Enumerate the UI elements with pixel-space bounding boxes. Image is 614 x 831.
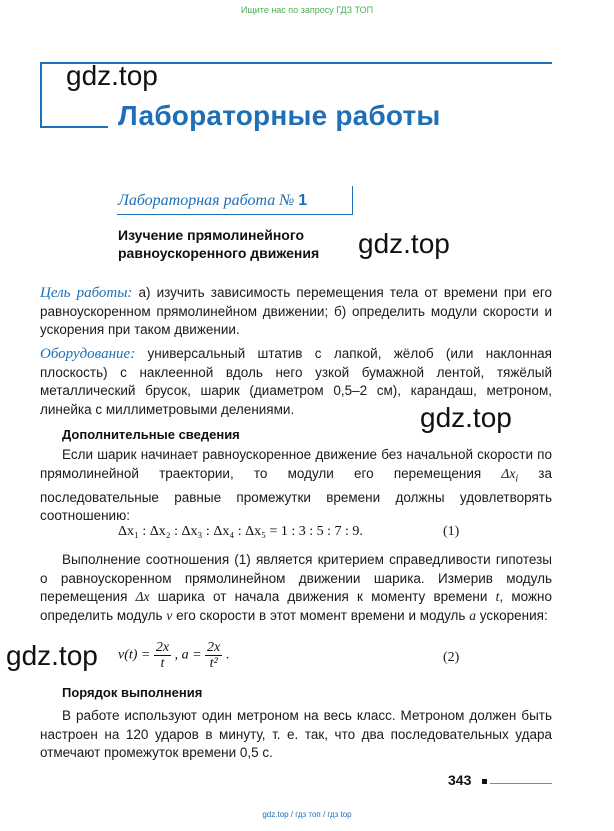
extra-p2-b: шарика от начала движения к моменту времени bbox=[149, 589, 496, 604]
chapter-title: Лабораторные работы bbox=[118, 100, 441, 131]
fraction-denominator: t² bbox=[209, 656, 218, 671]
lab-label-rule bbox=[352, 186, 353, 215]
lab-label-underline bbox=[117, 214, 353, 215]
extra-p2-c: , можно определить модуль bbox=[40, 589, 552, 623]
formula-2 bbox=[118, 640, 229, 671]
formula-2-left: v(t) = bbox=[118, 647, 151, 663]
formula-2-end: . bbox=[225, 647, 230, 663]
watermark: gdz.top bbox=[6, 640, 98, 671]
extra-p1-a: Если шарик начинает равноускоренное движение без начальной скорости по прямолинейной траектории, то модули его перемещения bbox=[40, 447, 552, 481]
lab-label-text: Лабораторная работа № bbox=[118, 192, 295, 209]
t-symbol: t bbox=[495, 589, 500, 604]
fraction-numerator: 2x bbox=[155, 640, 170, 655]
a-symbol: a bbox=[469, 607, 476, 623]
dx-symbol: Δx bbox=[501, 465, 516, 481]
goal-text: а) изучить зависимость перемещения тела от времени при его равноускоренном прямолинейном движении; б) определить модули скорости и ускорения при таком движении. bbox=[40, 285, 552, 337]
extra-p1-b: за последовательные равные промежутки времени должны удовлетворять соотношению: bbox=[40, 465, 552, 524]
lab-label bbox=[118, 192, 307, 210]
fraction-acceleration bbox=[205, 640, 222, 671]
formula-2-mid: , a = bbox=[174, 647, 202, 663]
procedure-heading: Порядок выполнения bbox=[62, 685, 203, 700]
goal-paragraph bbox=[40, 284, 552, 340]
lab-title-line: равноускоренного движения bbox=[118, 245, 320, 261]
extra-heading: Дополнительные сведения bbox=[62, 427, 240, 442]
extra-paragraph-2 bbox=[40, 551, 552, 625]
extra-paragraph-1 bbox=[40, 446, 552, 526]
page-number: 343 bbox=[448, 772, 472, 788]
page-number-marker bbox=[482, 779, 487, 784]
footer-note: gdz.top / гдз топ / гдз top bbox=[262, 810, 352, 819]
watermark: gdz.top bbox=[358, 228, 450, 259]
goal-lead: Цель работы: bbox=[40, 285, 133, 301]
procedure-paragraph: В работе используют один метроном на весь класс. Метроном должен быть настроен на 120 ударов в минуту, т. е. так, что два последовательных удара отмечают промежуток времени 0,5 с. bbox=[40, 708, 552, 760]
v-symbol: v bbox=[166, 607, 173, 623]
watermark: gdz.top bbox=[420, 402, 512, 433]
chapter-frame-bottom bbox=[40, 126, 108, 128]
extra-p2-d: его скорости в этот момент времени и модуль bbox=[172, 607, 470, 623]
lab-title-line: Изучение прямолинейного bbox=[118, 227, 305, 243]
fraction-denominator: t bbox=[160, 656, 165, 671]
lab-title bbox=[118, 226, 319, 262]
formula-1: Δx₁ : Δx₂ : Δx₃ : Δx₄ : Δx₅ = 1 : 3 : 5 : 7 : 9. bbox=[118, 524, 363, 539]
equipment-lead: Оборудование: bbox=[40, 346, 136, 362]
chapter-frame-left bbox=[40, 62, 42, 126]
header-note: Ищите нас по запросу ГДЗ ТОП bbox=[240, 5, 374, 15]
extra-p2-a: Выполнение соотношения (1) является критерием справедливости гипотезы о равноускоренном прямолинейном движении шарика. Измерив модуль перемещения bbox=[40, 552, 552, 604]
extra-p2-e: ускорения: bbox=[475, 607, 548, 623]
fraction-velocity bbox=[154, 640, 171, 671]
lab-number: 1 bbox=[298, 192, 308, 209]
dx-symbol: Δx bbox=[135, 589, 150, 604]
formula-2-number: (2) bbox=[443, 650, 460, 665]
watermark: gdz.top bbox=[66, 60, 158, 91]
formula-1-number: (1) bbox=[443, 524, 460, 539]
dx-subscript: i bbox=[515, 473, 519, 485]
fraction-numerator: 2x bbox=[207, 640, 221, 655]
equipment-text: универсальный штатив с лапкой, жёлоб (или наклонная плоскость) с наклеенной вдоль него узкой бумажной лентой, тяжёлый металлический брусок, шарик (диаметром 0,5–2 см), карандаш, метроном, линейка с миллиметровыми делениями. bbox=[40, 346, 552, 417]
page-number-rule bbox=[490, 783, 552, 784]
